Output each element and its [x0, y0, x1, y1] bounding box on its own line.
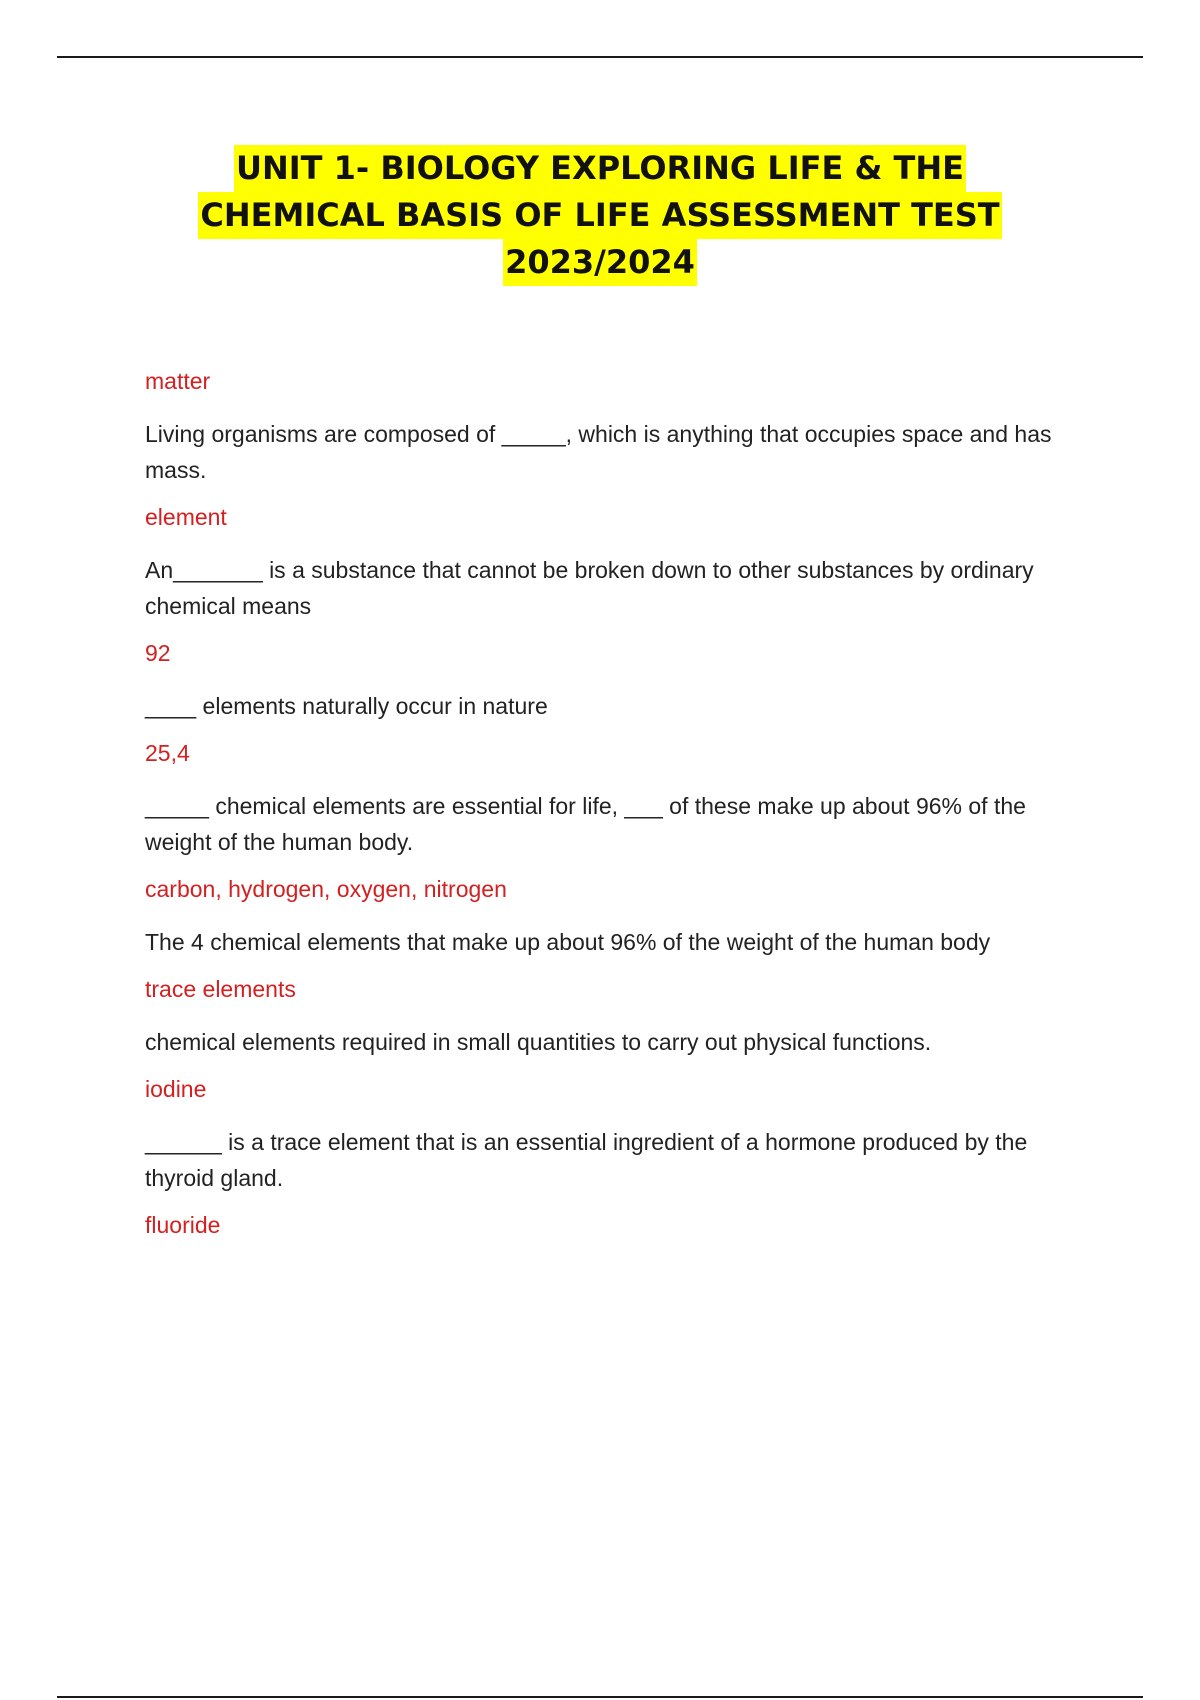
title-line-2: CHEMICAL BASIS OF LIFE ASSESSMENT TEST — [198, 192, 1001, 239]
top-divider — [57, 56, 1143, 58]
term-trace-elements: trace elements — [145, 976, 296, 1002]
bottom-divider — [57, 1696, 1143, 1698]
definition-25-4: _____ chemical elements are essential for life, ___ of these make up about 96% of the weight of the human body. — [145, 793, 1026, 855]
title-line-1: UNIT 1- BIOLOGY EXPLORING LIFE & THE — [234, 145, 966, 192]
term-92: 92 — [145, 640, 171, 666]
definition-chon: The 4 chemical elements that make up about 96% of the weight of the human body — [145, 929, 991, 955]
term-element: element — [145, 504, 227, 530]
definition-iodine: ______ is a trace element that is an essential ingredient of a hormone produced by the thyroid gland. — [145, 1129, 1028, 1191]
term-fluoride: fluoride — [145, 1212, 221, 1238]
term-iodine: iodine — [145, 1076, 207, 1102]
term-matter: matter — [145, 368, 211, 394]
term-25-4: 25,4 — [145, 740, 190, 766]
definition-92: ____ elements naturally occur in nature — [145, 693, 548, 719]
page-title — [100, 145, 1100, 286]
flashcard-list — [145, 366, 1095, 1260]
definition-matter: Living organisms are composed of _____, which is anything that occupies space and has mass. — [145, 421, 1052, 483]
definition-trace-elements: chemical elements required in small quantities to carry out physical functions. — [145, 1029, 932, 1055]
definition-element: An_______ is a substance that cannot be broken down to other substances by ordinary chemical means — [145, 557, 1034, 619]
title-line-3: 2023/2024 — [503, 239, 697, 286]
term-chon: carbon, hydrogen, oxygen, nitrogen — [145, 876, 507, 902]
